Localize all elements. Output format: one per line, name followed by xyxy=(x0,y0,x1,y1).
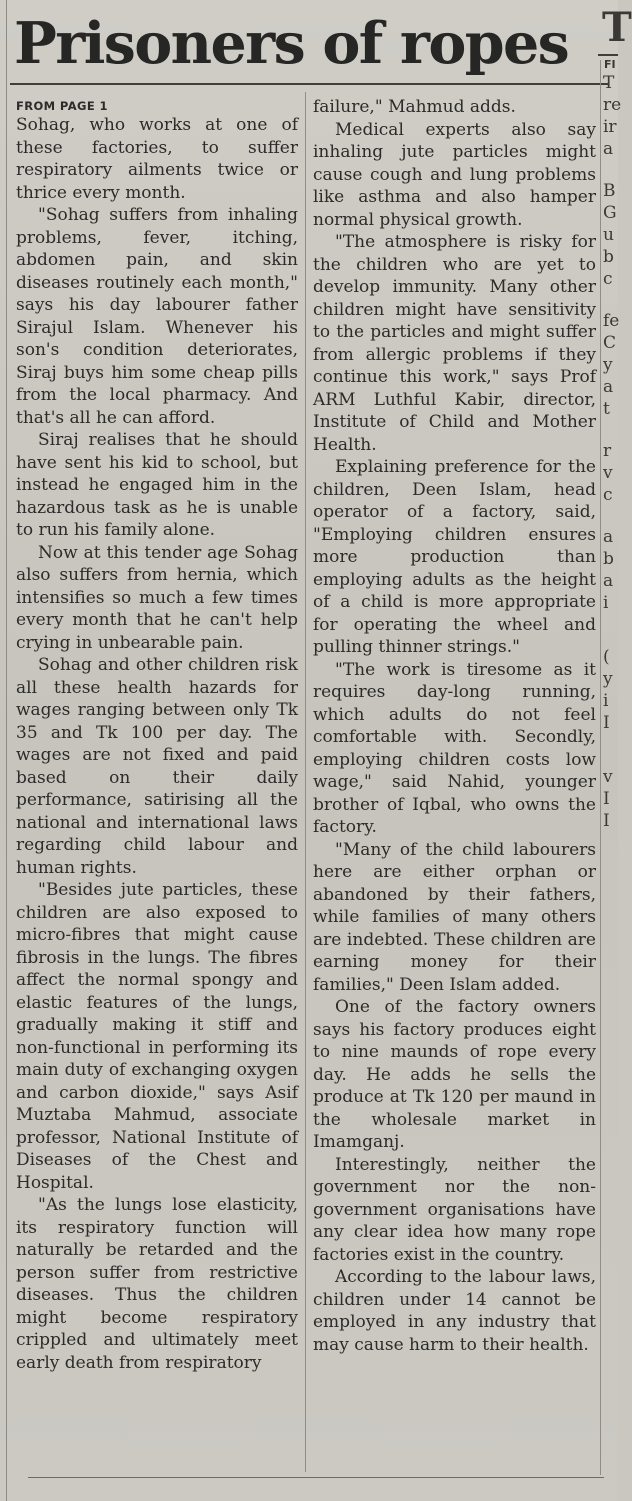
headline-rule xyxy=(10,83,608,85)
adjacent-text-fragment: a xyxy=(603,571,614,591)
adjacent-text-fragment: t xyxy=(603,399,610,419)
adjacent-text-fragment: u xyxy=(603,225,614,245)
adjacent-text-fragment: v xyxy=(603,463,613,483)
adjacent-text-fragment: a xyxy=(603,527,614,547)
adjacent-text-fragment: a xyxy=(603,139,614,159)
adjacent-text-fragment: I xyxy=(603,789,610,809)
paragraph: According to the labour laws, children under 14 cannot be employed in any industry that may cause harm to their health. xyxy=(313,1267,596,1355)
adjacent-text-fragment: v xyxy=(603,767,613,787)
adjacent-text-fragment: y xyxy=(603,355,613,375)
adjacent-text-fragment: fe xyxy=(603,311,620,331)
adjacent-text-fragment: c xyxy=(603,269,613,289)
adjacent-text-fragment: B xyxy=(603,181,616,201)
adjacent-from-page-fragment: FI xyxy=(604,58,616,71)
paragraph: Siraj realises that he should have sent his kid to school, but instead he engaged him in the hazardous task as he is unable to run his family alone. xyxy=(16,430,298,540)
adjacent-text-fragment: c xyxy=(603,485,613,505)
paragraph: "The atmosphere is risky for the children who are yet to develop immunity. Many other children might have sensitivity to the particles and might suffer from allergic problems if they continue this work," says Prof ARM Luthful Kabir, director, Institute of Child and Mother Health. xyxy=(313,232,596,455)
adjacent-text-fragment: C xyxy=(603,333,617,353)
paragraph: Medical experts also say inhaling jute particles might cause cough and lung problems like asthma and also hamper normal physical growth. xyxy=(313,119,596,230)
column-divider xyxy=(305,92,306,1472)
paragraph: Explaining preference for the children, Deen Islam, head operator of a factory, said, "Employing children ensures more production than employing adults as the height of a child is more appropriate for operating the wheel and pulling thinner strings." xyxy=(313,457,596,657)
adjacent-text-fragment: I xyxy=(603,713,610,733)
bottom-rule xyxy=(28,1477,604,1478)
headline: Prisoners of ropes xyxy=(14,10,569,77)
adjacent-text-fragment: re xyxy=(603,95,622,115)
adjacent-text-fragment: r xyxy=(603,441,612,461)
page-edge-line xyxy=(6,0,7,1501)
adjacent-text-fragment: ir xyxy=(603,117,617,137)
paragraph: Now at this tender age Sohag also suffers from hernia, which intensifies so much a few times every month that he can't help crying in unbearable pain. xyxy=(16,542,298,653)
paragraph: "The work is tiresome as it requires day-long running, which adults do not feel comfortable with. Secondly, employing children costs low wage," said Nahid, younger brother of Iqbal, who owns the factory. xyxy=(313,659,596,837)
paragraph: Interestingly, neither the government nor the non-government organisations have any clear idea how many rope factories exist in the country. xyxy=(313,1154,596,1265)
adjacent-text-fragment: y xyxy=(603,669,613,689)
paragraph: Sohag and other children risk all these health hazards for wages ranging between only Tk 35 and Tk 100 per day. The wages are not fixed and paid based on their daily performance, satirising all the national and international laws regarding child labour and human rights. xyxy=(16,655,298,878)
paragraph: failure," Mahmud adds. xyxy=(313,97,516,117)
adjacent-text-fragment: a xyxy=(603,377,614,397)
adjacent-headline-fragment: T xyxy=(602,4,632,51)
adjacent-text-fragment: b xyxy=(603,549,614,569)
adjacent-article-strip xyxy=(598,0,632,1501)
adjacent-headline-rule xyxy=(598,54,618,56)
paragraph: "Many of the child labourers here are either orphan or abandoned by their fathers, while families of many others are indebted. These children are earning money for their families," Deen Islam added. xyxy=(313,839,596,995)
adjacent-text-fragment: G xyxy=(603,203,617,223)
adjacent-text-fragment: ( xyxy=(603,647,610,667)
from-page-label: FROM PAGE 1 xyxy=(16,99,108,113)
adjacent-text-fragment: b xyxy=(603,247,614,267)
paragraph: One of the factory owners says his factory produces eight to nine maunds of rope every day. He adds he sells the produce at Tk 120 per maund in the wholesale market in Imamganj. xyxy=(313,997,596,1152)
article-column-1 xyxy=(16,96,298,1374)
adjacent-text-fragment: T xyxy=(603,73,615,93)
adjacent-text-fragment: i xyxy=(603,691,609,711)
adjacent-text-fragment: i xyxy=(603,593,609,613)
paragraph: "Besides jute particles, these children are also exposed to micro-fibres that might cause fibrosis in the lungs. The fibres affect the normal spongy and elastic features of the lungs, gradually making it stiff and non-functional in performing its main duty of exchanging oxygen and carbon dioxide," says Asif Muztaba Mahmud, associate professor, National Institute of Diseases of the Chest and Hospital. xyxy=(16,880,298,1193)
paragraph: Sohag, who works at one of these factories, to suffer respiratory ailments twice or thrice every month. xyxy=(16,115,298,203)
paragraph: "As the lungs lose elasticity, its respiratory function will naturally be retarded and the person suffer from restrictive diseases. Thus the children might become respiratory crippled and ultimately meet early death from respiratory xyxy=(16,1195,298,1373)
paragraph: "Sohag suffers from inhaling problems, fever, itching, abdomen pain, and skin diseases routinely each month," says his day labourer father Sirajul Islam. Whenever his son's condition deteriorates, Siraj buys him some cheap pills from the local pharmacy. And that's all he can afford. xyxy=(16,205,298,428)
article-column-2 xyxy=(313,96,596,1356)
adjacent-text-fragment: I xyxy=(603,811,610,831)
